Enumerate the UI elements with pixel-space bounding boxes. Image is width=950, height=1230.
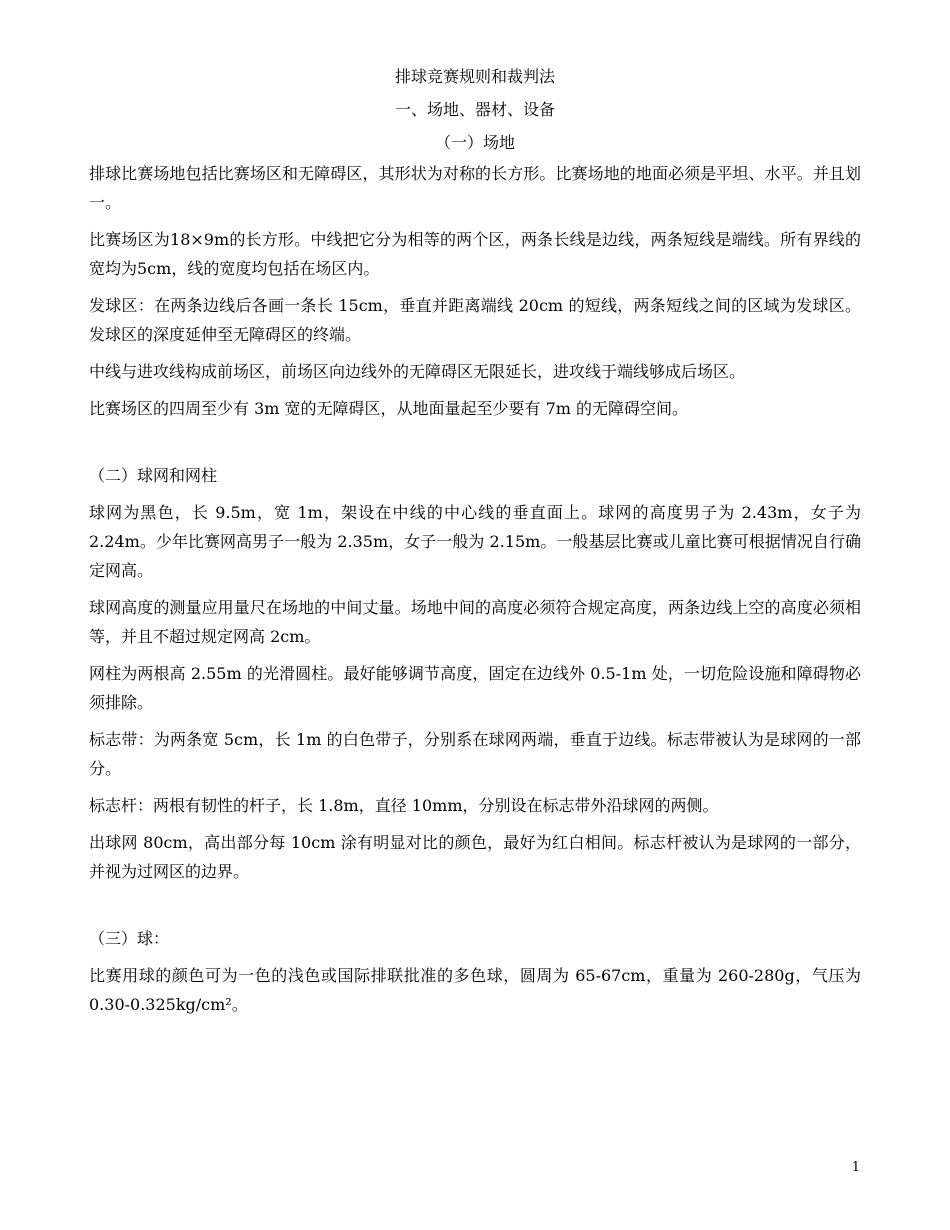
document-title: 排球竞赛规则和裁判法 [394, 67, 555, 86]
paragraph: 球网为黑色，长 9.5m，宽 1m，架设在中线的中心线的垂直面上。球网的高度男子为 2.43m，女子为 2.24m。少年比赛网高男子一般为 2.35m，女子一般为 2.15m。一般基层比赛或儿童比赛可根据情况自行确定网高。 [89, 503, 861, 580]
paragraph: 发球区：在两条边线后各画一条长 15cm，垂直并距离端线 20cm 的短线，两条短线之间的区域为发球区。发球区的深度延伸至无障碍区的终端。 [89, 296, 861, 344]
paragraph: 比赛用球的颜色可为一色的浅色或国际排联批准的多色球，圆周为 65-67cm，重量为 260-280g，气压为 0.30-0.325kg/cm²。 [89, 966, 861, 1014]
section-spacer [89, 431, 861, 461]
paragraph: 标志带：为两条宽 5cm，长 1m 的白色带子，分别系在球网两端，垂直于边线。标志带被认为是球网的一部分。 [89, 730, 861, 778]
page-number: 1 [851, 1160, 860, 1175]
paragraph: 网柱为两根高 2.55m 的光滑圆柱。最好能够调节高度，固定在边线外 0.5-1m 处，一切危险设施和障碍物必须排除。 [89, 664, 861, 712]
section-heading-venue: （一）场地 [434, 133, 515, 152]
paragraph: 标志杆：两根有韧性的杆子，长 1.8m，直径 10mm，分别设在标志带外沿球网的两侧。 [89, 796, 719, 815]
paragraph: 比赛场区的四周至少有 3m 宽的无障碍区，从地面量起至少要有 7m 的无障碍空间。 [89, 399, 689, 418]
chapter-heading: 一、场地、器材、设备 [394, 100, 555, 119]
document-body [89, 62, 861, 1027]
paragraph: 中线与进攻线构成前场区，前场区向边线外的无障碍区无限延长，进攻线于端线够成后场区。 [89, 362, 746, 381]
paragraph: 球网高度的测量应用量尺在场地的中间丈量。场地中间的高度必须符合规定高度，两条边线上空的高度必须相等，并且不超过规定网高 2cm。 [89, 598, 861, 646]
paragraph: 排球比赛场地包括比赛场区和无障碍区，其形状为对称的长方形。比赛场地的地面必须是平坦、水平。并且划一。 [89, 164, 861, 212]
paragraph: 出球网 80cm，高出部分每 10cm 涂有明显对比的颜色，最好为红白相间。标志杆被认为是球网的一部分，并视为过网区的边界。 [89, 833, 861, 881]
paragraph: 比赛场区为18×9m的长方形。中线把它分为相等的两个区，两条长线是边线，两条短线是端线。所有界线的宽均为5cm，线的宽度均包括在场区内。 [89, 230, 861, 278]
section-heading-net-posts: （二）球网和网柱 [89, 466, 218, 485]
section-spacer [89, 894, 861, 924]
section-heading-ball: （三）球： [89, 929, 170, 948]
